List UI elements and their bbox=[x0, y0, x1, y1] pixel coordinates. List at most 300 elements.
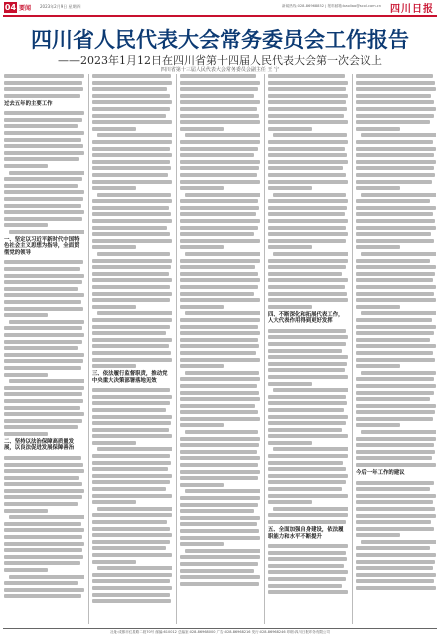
text-line bbox=[4, 412, 84, 416]
text-line bbox=[92, 415, 172, 419]
text-line bbox=[180, 206, 259, 210]
text-line bbox=[92, 428, 169, 432]
text-line bbox=[356, 546, 430, 550]
text-line bbox=[4, 138, 81, 142]
text-line bbox=[361, 133, 436, 137]
text-line bbox=[268, 513, 348, 517]
text-line bbox=[180, 470, 260, 474]
text-line bbox=[180, 219, 260, 223]
text-line bbox=[180, 100, 260, 104]
text-line bbox=[180, 391, 259, 395]
text-line bbox=[4, 260, 83, 264]
text-line bbox=[268, 305, 312, 309]
text-line bbox=[92, 408, 166, 412]
text-line bbox=[4, 482, 82, 486]
text-line bbox=[356, 245, 400, 249]
text-line bbox=[268, 226, 346, 230]
text-line bbox=[92, 206, 169, 210]
text-line bbox=[92, 140, 172, 144]
text-line bbox=[92, 272, 169, 276]
text-line bbox=[180, 94, 254, 98]
text-line bbox=[4, 528, 84, 532]
text-line bbox=[4, 353, 84, 357]
text-line bbox=[268, 428, 342, 432]
text-line bbox=[356, 494, 436, 498]
news-hotline: 新闻热线:028-86968852 | 报料邮箱:baoliao@scol.com.cn bbox=[282, 4, 382, 8]
text-line bbox=[4, 495, 82, 499]
text-line bbox=[356, 463, 436, 467]
text-line bbox=[268, 180, 348, 184]
text-line bbox=[180, 81, 260, 85]
text-line bbox=[268, 487, 342, 491]
text-line bbox=[356, 285, 436, 289]
text-line bbox=[92, 239, 172, 243]
text-line bbox=[92, 358, 172, 362]
text-line bbox=[356, 397, 430, 401]
text-line bbox=[4, 287, 78, 291]
text-line bbox=[92, 553, 172, 557]
text-line bbox=[180, 173, 257, 177]
text-line bbox=[4, 94, 80, 98]
text-line bbox=[180, 199, 258, 203]
text-line bbox=[4, 432, 48, 436]
section-subhead: 五、全面加强自身建设，依法履职能力和水平不断提升 bbox=[268, 527, 344, 540]
text-line bbox=[268, 461, 343, 465]
text-line bbox=[268, 219, 348, 223]
text-line bbox=[92, 100, 172, 104]
text-line bbox=[185, 549, 260, 553]
text-line bbox=[180, 226, 258, 230]
text-line bbox=[180, 542, 224, 546]
text-line bbox=[180, 186, 224, 190]
text-line bbox=[268, 375, 348, 379]
text-line bbox=[180, 265, 255, 269]
text-line bbox=[4, 588, 84, 592]
text-line bbox=[356, 456, 432, 460]
text-line bbox=[92, 94, 170, 98]
text-line bbox=[356, 292, 434, 296]
text-line bbox=[180, 87, 258, 91]
section-subhead: 一、坚定以习近平新时代中国特色社会主义思想为指导，全面贯彻党的领导 bbox=[4, 236, 80, 256]
text-line bbox=[4, 81, 82, 85]
text-line bbox=[180, 305, 224, 309]
footer-rule bbox=[3, 628, 437, 629]
text-line bbox=[356, 417, 433, 421]
text-line bbox=[356, 338, 430, 342]
text-line bbox=[4, 274, 84, 278]
reporter-byline: 四川省第十三届人民代表大会常务委员会副主任 王 宁 bbox=[160, 67, 280, 73]
text-line bbox=[268, 81, 348, 85]
text-line bbox=[268, 342, 346, 346]
text-line bbox=[361, 193, 436, 197]
text-line bbox=[92, 212, 171, 216]
text-line bbox=[180, 582, 259, 586]
text-line bbox=[356, 186, 400, 190]
text-line bbox=[4, 456, 81, 460]
text-line bbox=[4, 463, 83, 467]
text-line bbox=[92, 153, 172, 157]
text-line bbox=[356, 107, 436, 111]
text-line bbox=[268, 232, 348, 236]
text-line bbox=[180, 476, 258, 480]
text-line bbox=[9, 379, 84, 383]
text-line bbox=[92, 480, 170, 484]
page-footer bbox=[0, 628, 440, 636]
text-line bbox=[356, 423, 400, 427]
text-line bbox=[268, 557, 347, 561]
text-column-2 bbox=[92, 74, 172, 624]
text-line bbox=[4, 359, 83, 363]
text-line bbox=[92, 364, 136, 368]
text-line bbox=[356, 272, 435, 276]
text-line bbox=[9, 171, 84, 175]
text-line bbox=[92, 120, 172, 124]
text-line bbox=[268, 147, 345, 151]
text-line bbox=[92, 114, 166, 118]
text-line bbox=[92, 219, 172, 223]
text-line bbox=[180, 423, 224, 427]
text-line bbox=[268, 454, 348, 458]
text-line bbox=[4, 210, 84, 214]
text-line bbox=[180, 331, 260, 335]
text-line bbox=[4, 267, 80, 271]
text-line bbox=[268, 74, 345, 78]
text-line bbox=[180, 351, 256, 355]
text-line bbox=[356, 94, 431, 98]
text-line bbox=[4, 594, 81, 598]
column-divider bbox=[88, 74, 89, 624]
text-line bbox=[4, 144, 83, 148]
text-line bbox=[356, 199, 430, 203]
text-line bbox=[268, 395, 346, 399]
text-line bbox=[4, 217, 82, 221]
text-line bbox=[356, 120, 430, 124]
text-line bbox=[4, 151, 84, 155]
text-line bbox=[180, 140, 260, 144]
text-line bbox=[185, 430, 259, 434]
text-line bbox=[92, 421, 171, 425]
text-line bbox=[356, 533, 400, 537]
text-line bbox=[356, 100, 434, 104]
text-line bbox=[180, 529, 259, 533]
text-line bbox=[92, 259, 172, 263]
text-line bbox=[4, 555, 83, 559]
text-line bbox=[356, 305, 400, 309]
publication-date: 2023年2月9日 星期四 bbox=[40, 4, 81, 9]
text-line bbox=[356, 450, 435, 454]
text-line bbox=[97, 566, 172, 570]
section-name: 要闻 bbox=[19, 5, 32, 12]
text-line bbox=[356, 507, 435, 511]
text-line bbox=[185, 371, 259, 375]
newspaper-logo: 四川日报 bbox=[390, 4, 434, 15]
text-line bbox=[268, 107, 347, 111]
text-line bbox=[92, 520, 167, 524]
text-line bbox=[268, 212, 345, 216]
text-line bbox=[180, 120, 260, 124]
text-line bbox=[180, 483, 224, 487]
text-line bbox=[268, 239, 346, 243]
text-line bbox=[268, 434, 348, 438]
text-line bbox=[92, 160, 170, 164]
text-line bbox=[4, 476, 79, 480]
text-line bbox=[92, 74, 171, 78]
text-line bbox=[268, 335, 348, 339]
page-header bbox=[0, 0, 440, 16]
text-line bbox=[268, 520, 346, 524]
text-line bbox=[268, 140, 348, 144]
text-line bbox=[180, 114, 259, 118]
text-line bbox=[180, 437, 260, 441]
text-line bbox=[268, 153, 347, 157]
text-line bbox=[92, 593, 170, 597]
text-line bbox=[356, 520, 431, 524]
text-line bbox=[180, 456, 260, 460]
text-line bbox=[180, 575, 260, 579]
text-line bbox=[185, 193, 260, 197]
text-line bbox=[356, 140, 433, 144]
text-line bbox=[4, 190, 84, 194]
text-line bbox=[4, 177, 82, 181]
text-line bbox=[268, 272, 342, 276]
text-line bbox=[92, 599, 171, 603]
text-line bbox=[180, 463, 258, 467]
text-line bbox=[180, 259, 260, 263]
text-line bbox=[180, 516, 260, 520]
text-line bbox=[92, 474, 172, 478]
text-line bbox=[268, 401, 347, 405]
text-line bbox=[4, 561, 80, 565]
text-line bbox=[356, 219, 435, 223]
column-divider bbox=[352, 74, 353, 624]
text-line bbox=[4, 293, 84, 297]
text-line bbox=[180, 338, 258, 342]
text-line bbox=[180, 509, 254, 513]
text-line bbox=[92, 331, 166, 335]
text-line bbox=[356, 173, 435, 177]
text-line bbox=[97, 311, 172, 315]
page-number: 04 bbox=[4, 3, 17, 12]
text-line bbox=[356, 579, 434, 583]
text-line bbox=[92, 180, 172, 184]
text-line bbox=[356, 487, 430, 491]
text-line bbox=[4, 373, 48, 377]
text-line bbox=[4, 300, 81, 304]
text-line bbox=[92, 278, 172, 282]
text-line bbox=[268, 415, 348, 419]
text-line bbox=[180, 239, 260, 243]
text-line bbox=[356, 331, 434, 335]
text-line bbox=[356, 153, 434, 157]
text-line bbox=[4, 399, 83, 403]
text-line bbox=[92, 127, 136, 131]
text-line bbox=[92, 527, 170, 531]
text-line bbox=[9, 230, 84, 234]
text-line bbox=[356, 410, 435, 414]
text-line bbox=[356, 500, 433, 504]
text-line bbox=[356, 560, 435, 564]
text-line bbox=[273, 507, 348, 511]
text-line bbox=[268, 199, 348, 203]
text-line bbox=[356, 232, 431, 236]
text-line bbox=[4, 157, 79, 161]
text-line bbox=[273, 447, 348, 451]
column-divider bbox=[264, 74, 265, 624]
text-line bbox=[92, 107, 170, 111]
text-line bbox=[185, 252, 260, 256]
text-column-5 bbox=[356, 74, 436, 624]
section-subhead: 今后一年工作的建议 bbox=[356, 470, 405, 477]
section-subhead: 三、依法履行监督职责，推动党中央重大决策部署落地见效 bbox=[92, 371, 168, 384]
text-line bbox=[92, 500, 136, 504]
text-line bbox=[92, 298, 170, 302]
text-line bbox=[4, 489, 84, 493]
text-line bbox=[273, 252, 348, 256]
text-line bbox=[9, 320, 84, 324]
text-line bbox=[361, 430, 436, 434]
text-line bbox=[92, 454, 170, 458]
text-line bbox=[268, 584, 342, 588]
text-line bbox=[180, 410, 258, 414]
text-line bbox=[4, 386, 84, 390]
header-rule bbox=[3, 15, 437, 17]
text-line bbox=[92, 461, 171, 465]
text-line bbox=[97, 193, 171, 197]
text-line bbox=[268, 349, 342, 353]
text-line bbox=[180, 536, 260, 540]
text-line bbox=[92, 487, 166, 491]
text-line bbox=[92, 232, 170, 236]
text-line bbox=[185, 489, 260, 493]
text-line bbox=[268, 259, 348, 263]
subheadline: ——2023年1月12日在四川省第十四届人民代表大会第一次会议上 bbox=[58, 54, 382, 67]
text-line bbox=[92, 199, 172, 203]
text-line bbox=[180, 417, 260, 421]
text-line bbox=[268, 206, 347, 210]
text-line bbox=[92, 494, 172, 498]
text-line bbox=[180, 358, 260, 362]
text-line bbox=[180, 245, 224, 249]
text-line bbox=[92, 166, 171, 170]
section-subhead: 过去五年的主要工作 bbox=[4, 100, 53, 107]
text-line bbox=[92, 292, 172, 296]
text-line bbox=[92, 147, 170, 151]
text-line bbox=[180, 562, 258, 566]
text-line bbox=[92, 513, 172, 517]
text-line bbox=[268, 544, 348, 548]
text-line bbox=[92, 285, 170, 289]
text-line bbox=[180, 272, 258, 276]
text-line bbox=[361, 311, 436, 315]
text-line bbox=[356, 278, 433, 282]
text-line bbox=[356, 239, 434, 243]
text-line bbox=[180, 522, 257, 526]
text-line bbox=[92, 87, 167, 91]
text-line bbox=[268, 120, 348, 124]
text-line bbox=[356, 259, 430, 263]
text-line bbox=[92, 573, 172, 577]
text-line bbox=[4, 425, 78, 429]
text-line bbox=[356, 160, 436, 164]
text-column-4 bbox=[268, 74, 348, 624]
text-line bbox=[180, 384, 257, 388]
text-line bbox=[180, 443, 259, 447]
text-line bbox=[268, 467, 346, 471]
text-line bbox=[4, 197, 83, 201]
text-line bbox=[92, 325, 170, 329]
text-line bbox=[268, 362, 347, 366]
text-line bbox=[4, 522, 81, 526]
text-line bbox=[180, 377, 260, 381]
text-line bbox=[92, 467, 168, 471]
text-line bbox=[4, 204, 81, 208]
text-line bbox=[4, 164, 48, 168]
text-line bbox=[273, 193, 347, 197]
text-line bbox=[92, 265, 171, 269]
text-line bbox=[180, 344, 259, 348]
text-line bbox=[4, 74, 84, 78]
text-line bbox=[356, 180, 432, 184]
text-line bbox=[92, 305, 136, 309]
text-line bbox=[180, 569, 254, 573]
text-line bbox=[268, 551, 346, 555]
text-line bbox=[273, 388, 348, 392]
text-line bbox=[92, 245, 136, 249]
text-line bbox=[92, 533, 172, 537]
text-line bbox=[356, 391, 434, 395]
text-line bbox=[268, 421, 346, 425]
text-line bbox=[92, 395, 172, 399]
text-line bbox=[4, 509, 48, 513]
text-line bbox=[356, 481, 434, 485]
headline: 四川省人民代表大会常务委员会工作报告 bbox=[31, 27, 409, 52]
text-line bbox=[92, 441, 136, 445]
text-line bbox=[92, 540, 170, 544]
text-line bbox=[268, 265, 346, 269]
text-line bbox=[268, 329, 346, 333]
text-line bbox=[356, 318, 432, 322]
text-line bbox=[4, 548, 82, 552]
column-divider bbox=[176, 74, 177, 624]
text-line bbox=[4, 419, 82, 423]
text-line bbox=[180, 503, 258, 507]
text-line bbox=[180, 107, 257, 111]
text-line bbox=[356, 344, 436, 348]
text-line bbox=[9, 515, 84, 519]
text-line bbox=[356, 586, 436, 590]
text-line bbox=[180, 325, 258, 329]
text-line bbox=[92, 560, 136, 564]
text-line bbox=[97, 447, 172, 451]
text-line bbox=[4, 333, 84, 337]
text-line bbox=[4, 124, 78, 128]
text-line bbox=[356, 87, 436, 91]
text-line bbox=[356, 364, 400, 368]
text-line bbox=[4, 346, 78, 350]
text-line bbox=[361, 371, 436, 375]
text-line bbox=[180, 285, 258, 289]
text-line bbox=[356, 325, 436, 329]
text-line bbox=[4, 131, 84, 135]
text-line bbox=[356, 212, 433, 216]
text-line bbox=[180, 397, 260, 401]
text-line bbox=[268, 114, 344, 118]
text-line bbox=[180, 298, 260, 302]
text-line bbox=[180, 555, 260, 559]
text-line bbox=[92, 579, 170, 583]
text-line bbox=[180, 127, 224, 131]
text-line bbox=[356, 553, 436, 557]
